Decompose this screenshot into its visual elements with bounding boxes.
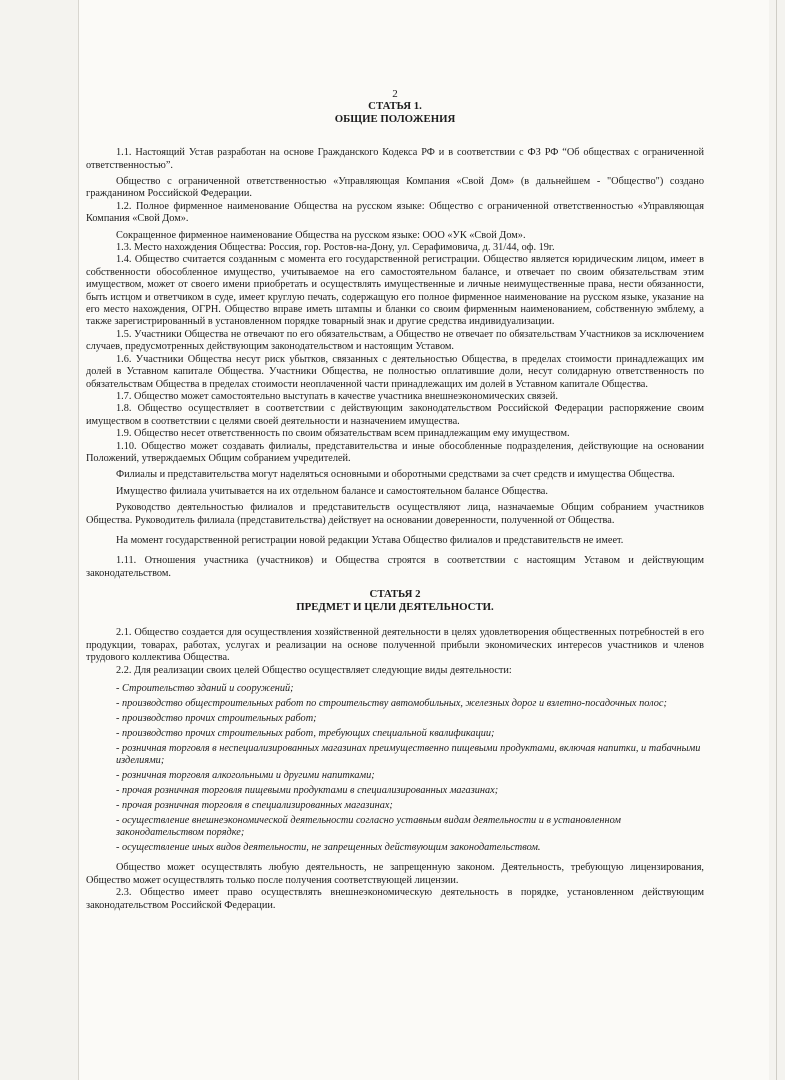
list-item: - осуществление внешнеэкономической деятельности согласно уставным видам деятельности и в установленном законодательством порядке; <box>116 814 621 839</box>
paragraph-1-10: 1.10. Общество может создавать филиалы, представительства и иные обособленные подразделения, действующие на основании Положений, утверждаемых Общим собранием учредителей. <box>86 440 704 464</box>
paragraph-license: Общество может осуществлять любую деятельность, не запрещенную законом. Деятельность, требующую лицензирования, Общество может осуществлять только после получения соответствующей лицензии. <box>86 862 704 886</box>
list-item: - осуществление иных видов деятельности, не запрещенных действующим законодательством. <box>116 841 541 853</box>
paragraph-1-11: 1.11. Отношения участника (участников) и Общества строятся в соответствии с настоящим Уставом и действующим законодательством. <box>86 555 704 579</box>
page-number: 2 <box>392 88 398 100</box>
paragraph: Филиалы и представительства могут наделяться основными и оборотными средствами за счет средств и имущества Общества. <box>116 469 675 481</box>
list-item: - прочая розничная торговля в специализированных магазинах; <box>116 799 393 811</box>
paragraph-1-3: 1.3. Место нахождения Общества: Россия, гор. Ростов-на-Дону, ул. Серафимовича, д. 31/44, оф. 19г. <box>116 242 555 254</box>
document-content <box>86 88 704 912</box>
list-item: - розничная торговля в неспециализированных магазинах преимущественно пищевыми продуктами, включая напитки, и табачными изделиями; <box>116 742 701 767</box>
paragraph-1-7: 1.7. Общество может самостоятельно выступать в качестве участника внешнеэкономических связей. <box>116 390 558 402</box>
paragraph: На момент государственной регистрации новой редакции Устава Общество филиалов и представительств не имеет. <box>116 534 624 546</box>
paragraph-1-1: 1.1. Настоящий Устав разработан на основе Гражданского Кодекса РФ и в соответствии с ФЗ РФ “Об обществах с ограниченной ответственностью”. <box>86 147 704 171</box>
paragraph-1-5: 1.5. Участники Общества не отвечают по его обязательствам, а Общество не отвечает по обязательствам Участников за исключением случаев, предусмотренных действующим законодательством и настоящим Уставом. <box>86 328 704 353</box>
paragraph-1-9: 1.9. Общество несет ответственность по своим обязательствам всем принадлежащим ему имуществом. <box>116 428 570 440</box>
page-edge-shadow <box>776 0 777 1080</box>
paragraph-1-2: 1.2. Полное фирменное наименование Общества на русском языке: Общество с ограниченной ответственностью «Управляющая Компания «Свой Дом». <box>86 200 704 225</box>
paragraph-2-2: 2.2. Для реализации своих целей Общество осуществляет следующие виды деятельности: <box>116 664 512 676</box>
paragraph: Руководство деятельностью филиалов и представительств осуществляют лица, назначаемые Общим собранием участников Общества. Руководитель филиала (представительства) действует на основании доверенности, полученной от Общества. <box>86 502 704 526</box>
paragraph: Общество с ограниченной ответственностью «Управляющая Компания «Свой Дом» (в дальнейшем - "Общество") создано гражданином Российской Федерации. <box>86 176 704 200</box>
paragraph-2-1: 2.1. Общество создается для осуществления хозяйственной деятельности в целях удовлетворения общественных потребностей в его продукции, товарах, работах, услугах и реализации на основе полученной прибыли экономических интересов участников и членов трудового коллектива Общества. <box>86 627 704 664</box>
list-item: - производство прочих строительных работ, требующих специальной квалификации; <box>116 727 495 739</box>
paragraph-2-3: 2.3. Общество имеет право осуществлять внешнеэкономическую деятельность в порядке, установленном действующим законодательством Российской Федерации. <box>86 887 704 911</box>
list-item: - производство прочих строительных работ; <box>116 712 317 724</box>
list-item: - Строительство зданий и сооружений; <box>116 683 294 694</box>
paragraph-1-4: 1.4. Общество считается созданным с момента его государственной регистрации. Общество является юридическим лицом, имеет в собственности обособленное имущество, учитываемое на его самостоятельном балансе, и отвечает по своим обязательствам этим имуществом, может от своего имени приобретать и осуществлять имущественные и личные неимущественные права, нести обязанности, быть истцом и ответчиком в суде, имеет круглую печать, содержащую его полное фирменное наименование на русском языке, указание на его место нахождения, ОГРН. Общество вправе иметь штампы и бланки со своим фирменным наименованием, собственную эмблему, а также зарегистрированный в установленном порядке товарный знак и другие средства индивидуализации. <box>86 254 704 328</box>
paragraph-1-6: 1.6. Участники Общества несут риск убытков, связанных с деятельностью Общества, в пределах стоимости принадлежащих им долей в Уставном капитале Общества. Участники Общества, не полностью оплатившие доли, несут солидарную ответственность по обязательствам Общества в пределах стоимости неоплаченной части принадлежащих им долей в Уставном капитале Общества. <box>86 353 704 390</box>
article1-subtitle: ОБЩИЕ ПОЛОЖЕНИЯ <box>334 112 456 125</box>
paragraph: Имущество филиала учитывается на их отдельном балансе и самостоятельном балансе Общества. <box>116 485 548 497</box>
list-item: - прочая розничная торговля пищевыми продуктами в специализированных магазинах; <box>116 784 499 796</box>
activities-list <box>86 683 704 854</box>
list-item: - производство общестроительных работ по строительству автомобильных, железных дорог и взлетно-посадочных полос; <box>116 697 667 709</box>
article2-title: СТАТЬЯ 2 <box>369 588 421 601</box>
article2-subtitle: ПРЕДМЕТ И ЦЕЛИ ДЕЯТЕЛЬНОСТИ. <box>296 600 494 613</box>
list-item: - розничная торговля алкогольными и другими напитками; <box>116 769 375 781</box>
paragraph: Сокращенное фирменное наименование Общества на русском языке: ООО «УК «Свой Дом». <box>116 229 526 241</box>
article1-title: СТАТЬЯ 1. <box>368 100 422 112</box>
paragraph-1-8: 1.8. Общество осуществляет в соответствии с действующим законодательством Российской Федерации распоряжение своим имуществом в соответствии с целями своей деятельности и назначением имущества. <box>86 403 704 427</box>
